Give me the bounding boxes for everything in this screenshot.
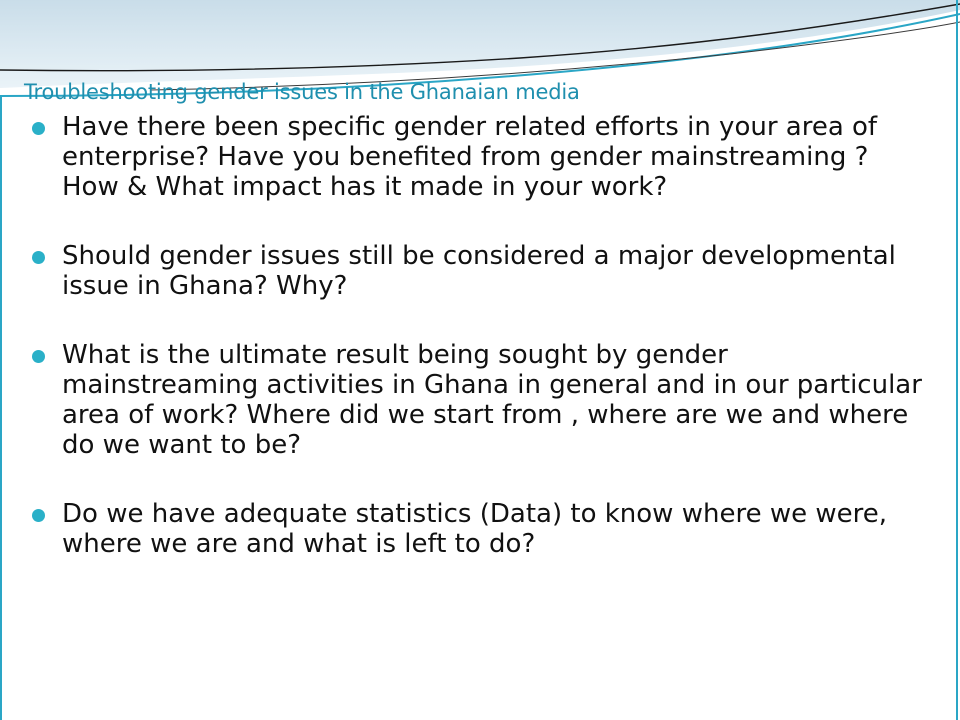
bullet-dot-icon — [32, 122, 45, 135]
bullet-item — [32, 499, 932, 559]
bullet-dot-icon — [32, 350, 45, 363]
slide-title: Troubleshooting gender issues in the Ghanaian media — [24, 80, 580, 104]
bullet-text: What is the ultimate result being sought by gender mainstreaming activities in Ghana in general and in our particular area of work? Where did we start from , where are we and where do we want to be? — [62, 340, 922, 460]
bullet-text: Have there been specific gender related efforts in your area of enterprise? Have you benefited from gender mainstreaming ? How & What impact has it made in your work? — [62, 112, 878, 202]
frame-border-right — [956, 0, 958, 720]
bullet-text: Do we have adequate statistics (Data) to know where we were, where we are and what is left to do? — [62, 499, 887, 559]
bullet-dot-icon — [32, 509, 45, 522]
frame-border-left — [0, 96, 2, 720]
bullet-list — [32, 112, 932, 559]
bullet-item — [32, 241, 932, 301]
bullet-text: Should gender issues still be considered a major developmental issue in Ghana? Why? — [62, 241, 896, 301]
bullet-item — [32, 112, 932, 202]
bullet-item — [32, 340, 932, 460]
bullet-dot-icon — [32, 251, 45, 264]
